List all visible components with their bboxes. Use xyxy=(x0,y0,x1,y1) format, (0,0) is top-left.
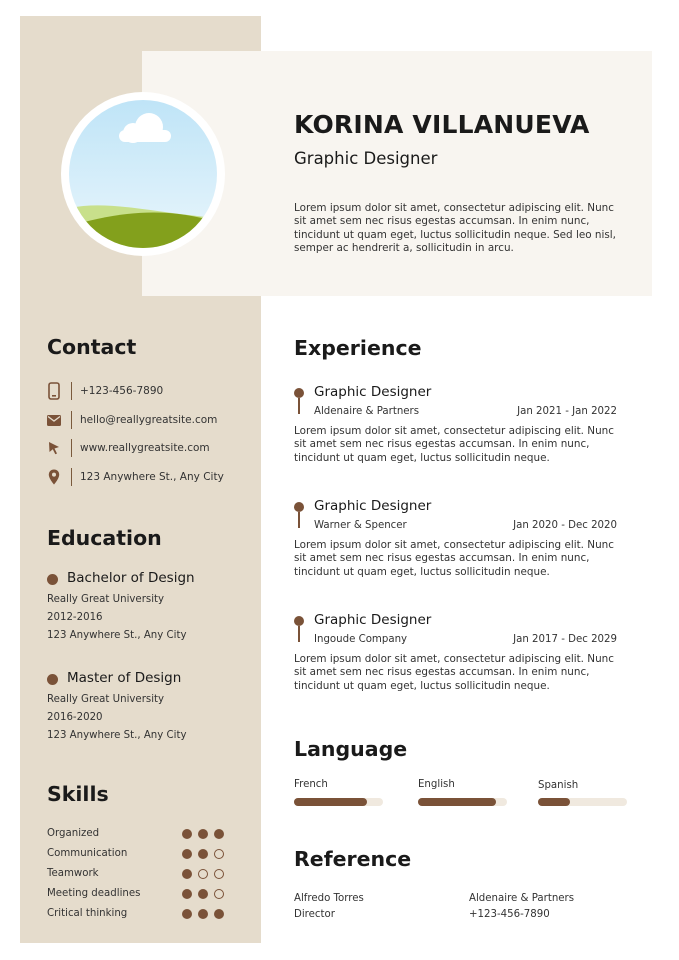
skill-dot-filled-icon xyxy=(198,889,208,899)
language-bar xyxy=(294,798,383,806)
contact-heading: Contact xyxy=(47,335,137,359)
education-degree: Master of Design xyxy=(67,670,182,686)
website-text: www.reallygreatsite.com xyxy=(80,442,210,454)
experience-role: Graphic Designer xyxy=(314,384,432,400)
experience-description: Lorem ipsum dolor sit amet, consectetur adipiscing elit. Nunc sit amet sem nec risus egestas accumsan. In enim nunc, tincidunt ut quam eget, luctus sollicitudin neque. xyxy=(294,425,614,464)
language-bar-fill xyxy=(538,798,570,806)
language-label: French xyxy=(294,779,328,790)
language-bar xyxy=(538,798,627,806)
skill-dot-filled-icon xyxy=(198,829,208,839)
skill-label: Meeting deadlines xyxy=(47,888,141,899)
skill-dot-filled-icon xyxy=(182,889,192,899)
landscape-image-icon xyxy=(69,100,217,248)
experience-description: Lorem ipsum dolor sit amet, consectetur adipiscing elit. Nunc sit amet sem nec risus egestas accumsan. In enim nunc, tincidunt ut quam eget, luctus sollicitudin neque. xyxy=(294,539,614,578)
contact-email xyxy=(47,410,217,430)
experience-dates: Jan 2017 - Dec 2029 xyxy=(513,634,617,645)
experience-dates: Jan 2020 - Dec 2020 xyxy=(513,520,617,531)
skill-dot-filled-icon xyxy=(182,849,192,859)
timeline-pin-icon xyxy=(294,502,305,528)
phone-icon xyxy=(47,382,61,400)
skill-dot-filled-icon xyxy=(182,869,192,879)
skill-dot-filled-icon xyxy=(214,909,224,919)
language-bar xyxy=(418,798,507,806)
language-bar-fill xyxy=(418,798,496,806)
divider xyxy=(71,439,72,457)
skill-dot-filled-icon xyxy=(198,849,208,859)
email-text: hello@reallygreatsite.com xyxy=(80,414,218,426)
education-school: Really Great University xyxy=(47,694,165,705)
phone-text: +123-456-7890 xyxy=(80,385,164,397)
email-icon xyxy=(47,411,61,429)
skill-dot-filled-icon xyxy=(182,829,192,839)
education-heading: Education xyxy=(47,526,162,550)
skill-dot-filled-icon xyxy=(198,909,208,919)
skill-label: Organized xyxy=(47,828,100,839)
language-label: English xyxy=(418,779,455,790)
experience-company: Warner & Spencer xyxy=(314,520,407,531)
skill-label: Teamwork xyxy=(47,868,99,879)
reference-position: Director xyxy=(294,909,335,920)
skill-label: Critical thinking xyxy=(47,908,128,919)
skill-label: Communication xyxy=(47,848,128,859)
reference-phone: +123-456-7890 xyxy=(469,909,550,920)
divider xyxy=(71,382,72,400)
language-label: Spanish xyxy=(538,780,579,791)
experience-role: Graphic Designer xyxy=(314,612,432,628)
skills-heading: Skills xyxy=(47,782,109,806)
experience-company: Ingoude Company xyxy=(314,634,408,645)
education-degree: Bachelor of Design xyxy=(67,570,195,586)
education-years: 2016-2020 xyxy=(47,712,103,723)
experience-description: Lorem ipsum dolor sit amet, consectetur adipiscing elit. Nunc sit amet sem nec risus egestas accumsan. In enim nunc, tincidunt ut quam eget, luctus sollicitudin neque. xyxy=(294,653,614,692)
education-school: Really Great University xyxy=(47,594,165,605)
timeline-pin-icon xyxy=(294,616,305,642)
skill-dot-filled-icon xyxy=(182,909,192,919)
experience-dates: Jan 2021 - Jan 2022 xyxy=(517,406,617,417)
reference-name: Alfredo Torres xyxy=(294,893,364,904)
contact-phone xyxy=(47,381,163,401)
bullet-icon xyxy=(47,674,58,685)
address-text: 123 Anywhere St., Any City xyxy=(80,471,224,483)
skill-dot-filled-icon xyxy=(214,829,224,839)
skill-dot-empty-icon xyxy=(198,869,208,879)
language-bar-fill xyxy=(294,798,367,806)
education-address: 123 Anywhere St., Any City xyxy=(47,630,187,641)
education-years: 2012-2016 xyxy=(47,612,103,623)
skill-dot-empty-icon xyxy=(214,849,224,859)
cursor-icon xyxy=(47,439,61,457)
divider xyxy=(71,468,72,486)
timeline-pin-icon xyxy=(294,388,305,414)
bullet-icon xyxy=(47,574,58,585)
candidate-name: KORINA VILLANUEVA xyxy=(294,110,590,139)
contact-website xyxy=(47,438,210,458)
candidate-title: Graphic Designer xyxy=(294,149,438,168)
reference-company: Aldenaire & Partners xyxy=(469,893,575,904)
education-address: 123 Anywhere St., Any City xyxy=(47,730,187,741)
experience-role: Graphic Designer xyxy=(314,498,432,514)
skill-dot-empty-icon xyxy=(214,869,224,879)
experience-heading: Experience xyxy=(294,336,422,360)
skill-dot-empty-icon xyxy=(214,889,224,899)
contact-address xyxy=(47,467,224,487)
language-heading: Language xyxy=(294,737,408,761)
profile-photo-frame xyxy=(61,92,225,256)
profile-summary: Lorem ipsum dolor sit amet, consectetur adipiscing elit. Nunc sit amet sem nec risus egestas accumsan. In enim nunc, tincidunt ut quam eget, luctus sollicitudin neque. Sed leo nisl, semper ac hendrerit a, sollicitudin in arcu. xyxy=(294,202,616,254)
location-pin-icon xyxy=(47,468,61,486)
divider xyxy=(71,411,72,429)
reference-heading: Reference xyxy=(294,847,412,871)
profile-photo-placeholder xyxy=(69,100,217,248)
experience-company: Aldenaire & Partners xyxy=(314,406,420,417)
